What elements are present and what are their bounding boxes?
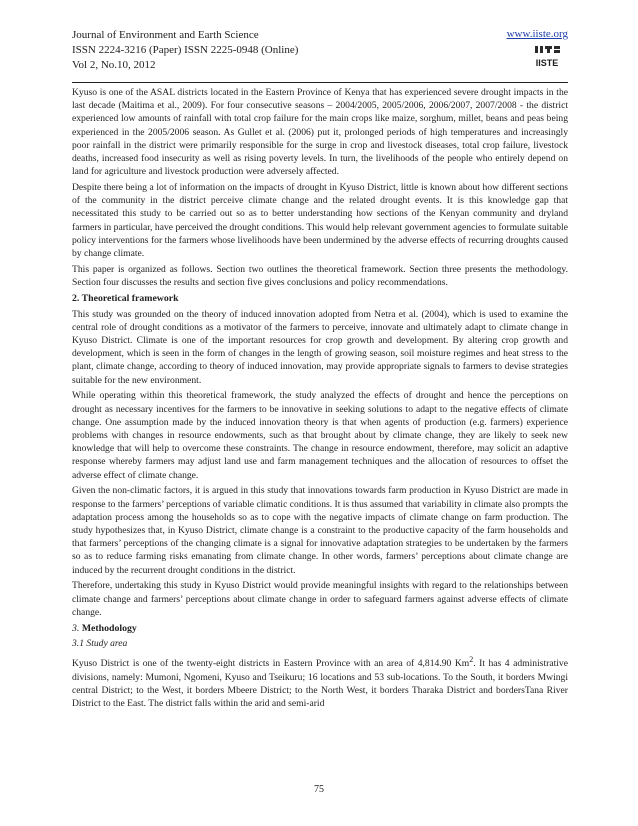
superscript-2: 2 [469, 655, 474, 665]
theory-paragraph-4: Therefore, undertaking this study in Kyuso District would provide meaningful insights with regard to the relationships between climate change and farmers’ perceptions about climate change in order to safeguard farmers against adverse effects of climate change. [72, 580, 568, 618]
header-divider [72, 82, 568, 83]
article-body [72, 86, 568, 713]
section-2-heading: 2. Theoretical framework [72, 292, 179, 304]
section-3-heading [72, 622, 568, 635]
study-area-paragraph [72, 653, 568, 710]
intro-paragraph-1: Kyuso is one of the ASAL districts located in the Eastern Province of Kenya that has experienced severe drought impacts in the last decade (Maitima et al., 2009). For four consecutive seasons – 2004/2005, 2005/2006, 2006/2007, 2007/2008 - the district experienced low amounts of rainfall with total crop failure for the main crops like maize, sorghum, millet, beans and peas being experienced in the 2005/2006 season. As Gullet et al. (2006) put it, prolonged periods of high temperatures and increasingly poor rainfall in the district were primarily responsible for the surge in crop and livestock diseases, total crop failure, livestock deaths, increased food insecurity as well as rising poverty levels. In turn, the livelihoods of the people who entirely depend on land for agriculture and livestock production were adversely affected. [72, 87, 568, 178]
section-3-title: Methodology [81, 622, 137, 634]
journal-url-link[interactable]: www.iiste.org [506, 28, 568, 40]
logo-text: IISTE [535, 58, 559, 68]
theory-paragraph-3: Given the non-climatic factors, it is argued in this study that innovations towards farm production in Kyuso District are made in response to the farmers’ perceptions of variable climatic conditions. It is thus assumed that variability in climate also prompts the adaptation process among the households so as to cope with the negative impacts of climate change on farm production. The study hypothesizes that, in Kyuso District, climate change is a constraint to the productive capacity of the farm households and that farmers’ perceptions of the changing climate is a signal for innovative adaptation strategies to be undertaken by the farmers so as to reduce farming risks emanating from climate change. In other words, farmers’ perceptions about climate change are induced by the recurrent drought conditions in the district. [72, 485, 568, 576]
page-header [72, 28, 568, 82]
subsection-3-1-heading: 3.1 Study area [72, 638, 128, 650]
study-area-text-a: Kyuso District is one of the twenty-eight districts in Eastern Province with an area of 4,814.90 Km [72, 658, 470, 670]
intro-paragraph-2: Despite there being a lot of information on the impacts of drought in Kyuso District, little is known about how different sections of the community in the district perceive climate change and the related drought events. It is this knowledge gap that necessitated this study to be carried out so as to better understanding how sections of the Kenyan community and dryland farmers in particular, have perceived the drought conditions. This would help relevant government agencies to formulate suitable policy interventions for the farmers whose livelihoods have been undermined by the adverse effects of recurring droughts caused by change climate. [72, 182, 568, 260]
section-3-number: 3. [72, 622, 80, 634]
journal-issn: ISSN 2224-3216 (Paper) ISSN 2225-0948 (Online) [72, 44, 299, 56]
journal-name: Journal of Environment and Earth Science [72, 29, 259, 41]
journal-volume: Vol 2, No.10, 2012 [72, 59, 156, 71]
theory-paragraph-2: While operating within this theoretical framework, the study analyzed the effects of drought and hence the perceptions on drought as necessary incentives for the farmers to be innovative in seeking solutions to adapt to the negative effects of climate change. One assumption made by the induced innovation theory is that when agents of production (e.g. farmers) experience problems with changes in resource endowments, such as that brought about by climate change, they are likely to seek new knowledge that will help to overcome these constraints. The change in resource endowment, therefore, may solicit an adaptive response whereby farmers may adjust land use and farm management techniques and the allocation of resources to offset the adverse effect of climate change. [72, 390, 568, 481]
iiste-logo-icon [532, 44, 562, 72]
theory-paragraph-1: This study was grounded on the theory of induced innovation adopted from Netra et al. (2004), which is used to examine the central role of drought conditions as a motivator of the farmers to perceive, innovate and ultimately adapt to climate change in Kyuso District. Climate is one of the important resources for crop growth and development. By altering crop growth and development, which is seen in the form of changes in the length of growing season, soil moisture regimes and heat stress to the plant, climate change, according to theory of induced innovation, may provide appropriate signals to farmers to devise strategies suitable for the new environment. [72, 308, 568, 386]
page-number: 75 [314, 784, 324, 795]
study-area-text-b: . It has 4 administrative divisions, namely: Mumoni, Ngomeni, Kyuso and Tseikuru; 16 locations and 53 sub-locations. To the South, it borders Mwingi central District; to the West, it borders Mbeere District; to the North West, it borders Tharaka District and bordersTana River District to the East. The district falls within the arid and semi-arid [72, 658, 568, 710]
intro-paragraph-3: This paper is organized as follows. Section two outlines the theoretical framework. Section three presents the methodology. Section four discusses the results and section five gives conclusions and policy recommendations. [72, 263, 568, 289]
